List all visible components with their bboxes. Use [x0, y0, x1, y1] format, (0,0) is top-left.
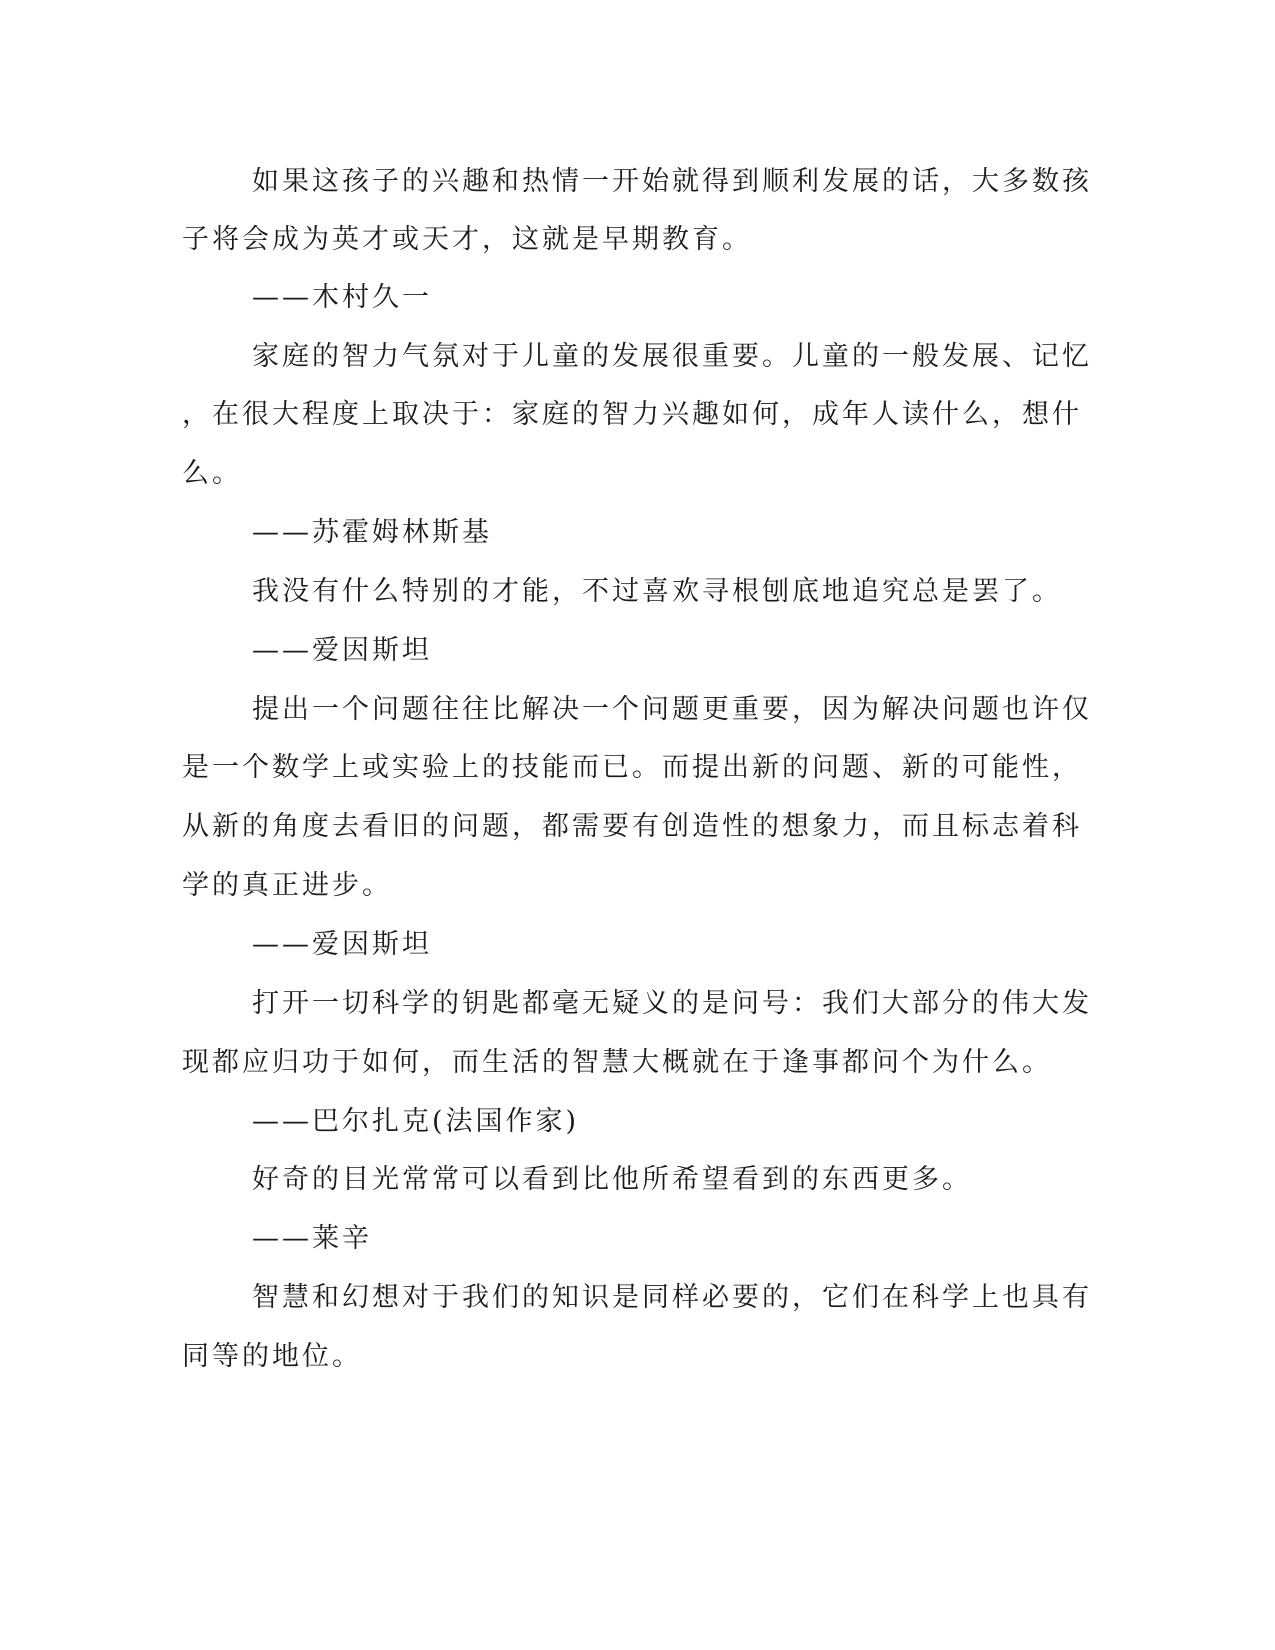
text-line-quote-1: 如果这孩子的兴趣和热情一开始就得到顺利发展的话，大多数孩 [252, 166, 1092, 197]
text-line-quote-4-cont-2: 从新的角度去看旧的问题，都需要有创造性的想象力，而且标志着科 [182, 811, 1082, 842]
text-line-quote-5-cont: 现都应归功于如何，而生活的智慧大概就在于逢事都问个为什么。 [182, 1047, 1052, 1078]
text-line-quote-6: 好奇的目光常常可以看到比他所希望看到的东西更多。 [252, 1164, 972, 1195]
text-line-quote-2-cont: ，在很大程度上取决于：家庭的智力兴趣如何，成年人读什么，想什 [182, 399, 1082, 430]
attribution-einstein-2: ——爱因斯坦 [252, 929, 432, 960]
attribution-sukhomlinsky: ——苏霍姆林斯基 [252, 517, 492, 548]
text-line-quote-4: 提出一个问题往往比解决一个问题更重要，因为解决问题也许仅 [252, 694, 1092, 725]
text-line-quote-2: 家庭的智力气氛对于儿童的发展很重要。儿童的一般发展、记忆 [252, 341, 1092, 372]
attribution-lessing: ——莱辛 [252, 1223, 372, 1254]
attribution-einstein-1: ——爱因斯坦 [252, 635, 432, 666]
text-line-quote-5: 打开一切科学的钥匙都毫无疑义的是问号：我们大部分的伟大发 [252, 988, 1092, 1019]
text-line-quote-2-end: 么。 [182, 458, 242, 489]
attribution-kimura: ——木村久一 [252, 282, 432, 313]
text-line-quote-4-end: 学的真正进步。 [182, 870, 392, 901]
text-line-quote-1-cont: 子将会成为英才或天才，这就是早期教育。 [182, 224, 752, 255]
attribution-balzac: ——巴尔扎克(法国作家) [252, 1106, 580, 1137]
text-line-quote-7-cont: 同等的地位。 [182, 1341, 362, 1372]
text-line-quote-3: 我没有什么特别的才能，不过喜欢寻根刨底地追究总是罢了。 [252, 576, 1062, 607]
text-line-quote-4-cont-1: 是一个数学上或实验上的技能而已。而提出新的问题、新的可能性， [182, 752, 1082, 783]
text-line-quote-7: 智慧和幻想对于我们的知识是同样必要的，它们在科学上也具有 [252, 1282, 1092, 1313]
